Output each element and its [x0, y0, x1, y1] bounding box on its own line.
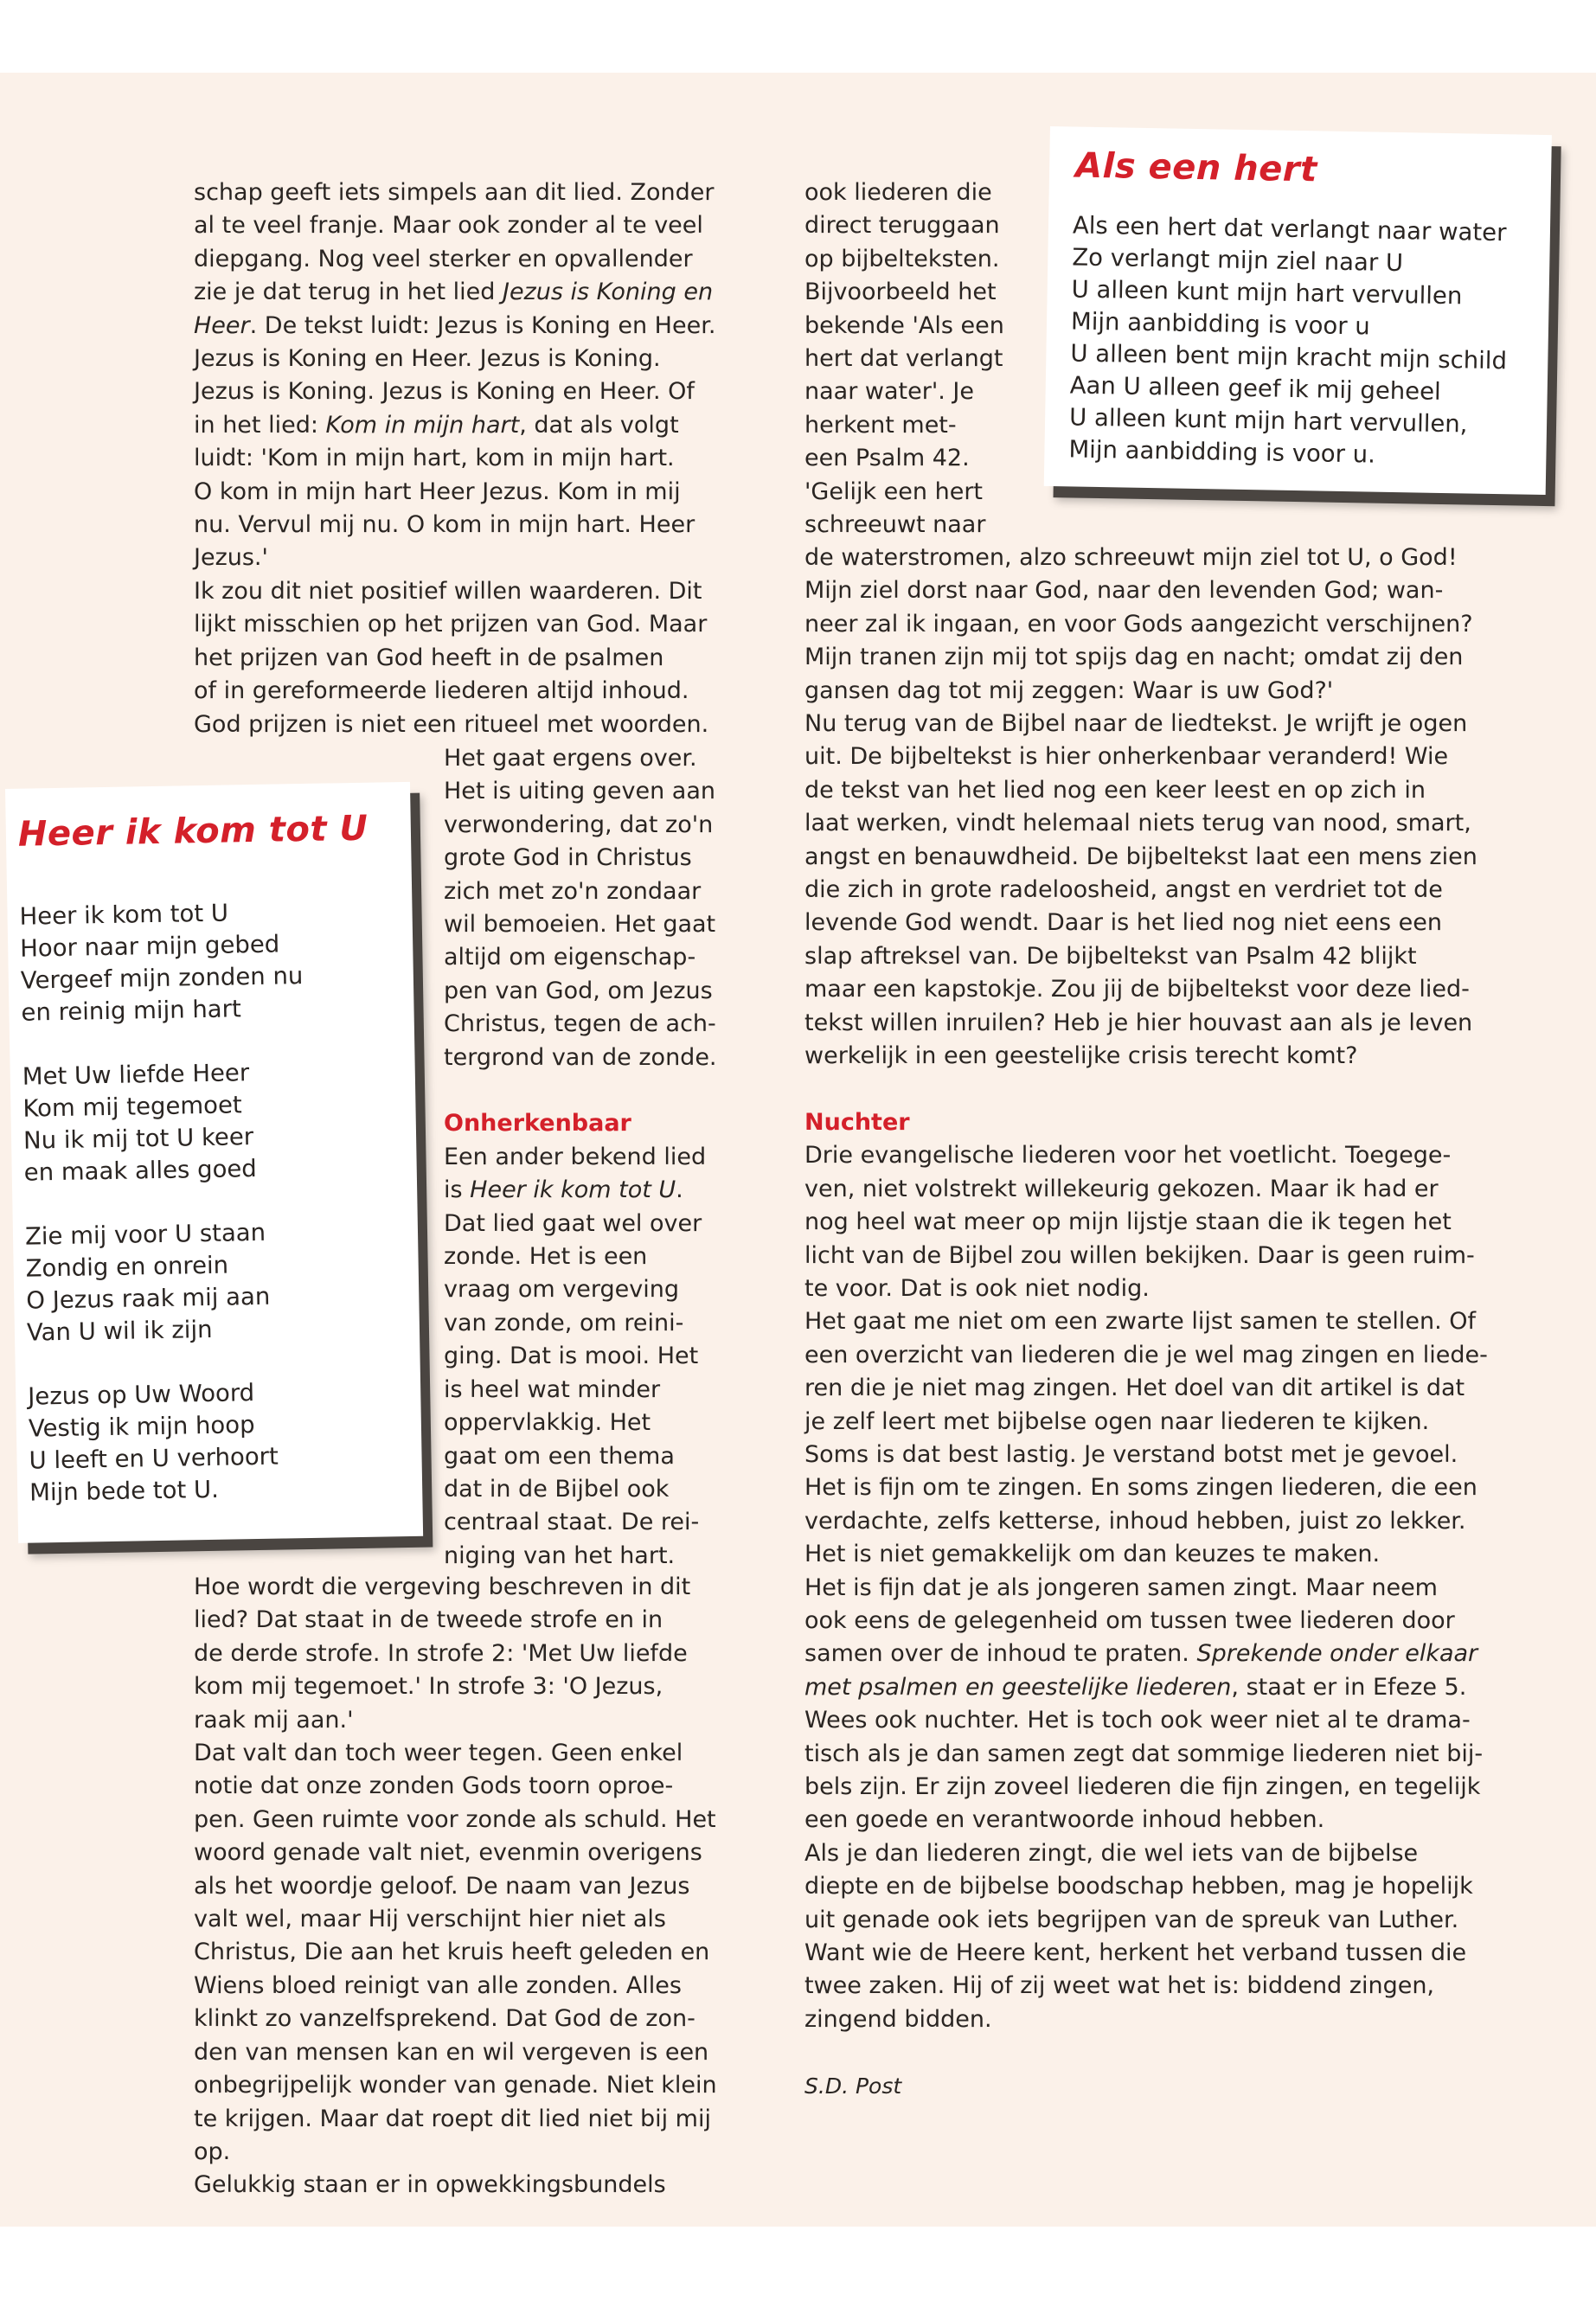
- text-line: op.: [194, 2138, 231, 2165]
- text-line: en maak alles goed: [23, 1154, 258, 1187]
- text-line: verwondering, dat zo'n: [444, 811, 714, 838]
- text-line: Gelukkig staan er in opwekkingsbundels: [194, 2171, 666, 2199]
- text-line: O kom in mijn hart Heer Jezus. Kom in mij: [194, 478, 681, 505]
- text-line: Want wie de Heere kent, herkent het verband tussen die: [804, 1939, 1467, 1967]
- text-line: Soms is dat best lastig. Je verstand botst met je gevoel.: [804, 1440, 1458, 1468]
- text-line: woord genade valt niet, evenmin overigens: [194, 1839, 702, 1867]
- column-2: [444, 742, 755, 1573]
- text-line: pen van God, om Jezus: [444, 977, 713, 1004]
- text-line: Bijvoorbeeld het: [804, 279, 997, 306]
- text-line: Zo verlangt mijn ziel naar U: [1072, 243, 1404, 278]
- text-line: Mijn bede tot U.: [29, 1475, 220, 1507]
- text-line: gansen dag tot mij zeggen: Waar is uw God?': [804, 676, 1334, 704]
- column-1-bottom: [194, 1571, 747, 2202]
- text-line: gaat om een thema: [444, 1442, 675, 1470]
- text-line: Heer. De tekst luidt: Jezus is Koning en Heer.: [194, 311, 716, 339]
- text-line: Een ander bekend lied: [444, 1143, 707, 1170]
- text-line: Christus, Die aan het kruis heeft geleden en: [194, 1939, 710, 1966]
- text-line: het prijzen van God heeft in de psalmen: [194, 644, 664, 671]
- text-line: klinkt zo vanzelfsprekend. Dat God de zon-: [194, 2005, 695, 2033]
- text-line: God prijzen is niet een ritueel met woorden.: [194, 710, 709, 738]
- text-line: Van U wil ik zijn: [26, 1315, 213, 1347]
- text-line: U alleen kunt mijn hart vervullen: [1071, 275, 1463, 311]
- text-line: een overzicht van liederen die je wel mag zingen en liede-: [804, 1341, 1488, 1368]
- text-line: Vergeef mijn zonden nu: [20, 962, 304, 995]
- text-line: Zondig en onrein: [25, 1251, 229, 1283]
- text-line: onbegrijpelijk wonder van genade. Niet klein: [194, 2072, 717, 2099]
- text-line: Jezus.': [194, 544, 268, 572]
- text-line: en reinig mijn hart: [21, 995, 241, 1027]
- column-3-wide: [804, 542, 1531, 2103]
- lyrics-box-als-een-hert: [1044, 126, 1552, 495]
- text-line: U alleen kunt mijn hart vervullen,: [1068, 403, 1468, 439]
- text-line: Als een hert dat verlangt naar water: [1072, 211, 1507, 247]
- text-line: zonde. Het is een: [444, 1243, 648, 1271]
- text-line: Hoe wordt die vergeving beschreven in dit: [194, 1574, 691, 1600]
- text-line: de derde strofe. In strofe 2: 'Met Uw liefde: [194, 1639, 688, 1667]
- text-line: zie je dat terug in het lied Jezus is Koning en: [194, 279, 714, 306]
- text-line: Heer ik kom tot U: [19, 899, 229, 931]
- text-line: den van mensen kan en wil vergeven is een: [194, 2038, 709, 2066]
- text-line: Als je dan liederen zingt, die wel iets van de bijbelse: [804, 1839, 1419, 1867]
- column-3-narrow: [804, 176, 1064, 542]
- box-lyrics: [19, 896, 312, 1509]
- text-line: lijkt misschien op het prijzen van God. Maar: [194, 611, 708, 638]
- text-line: maar een kapstokje. Zou jij de bijbeltekst voor deze lied-: [804, 976, 1470, 1003]
- text-line: Mijn ziel dorst naar God, naar den levenden God; wan-: [804, 577, 1444, 605]
- text-line: centraal staat. De rei-: [444, 1509, 700, 1536]
- text-line: Christus, tegen de ach-: [444, 1010, 716, 1038]
- box-title: Heer ik kom tot U: [17, 808, 369, 855]
- text-line: direct teruggaan: [804, 212, 1000, 240]
- text-line: angst en benauwdheid. De bijbeltekst laat een mens zien: [804, 843, 1477, 870]
- text-line: een goede en verantwoorde inhoud hebben.: [804, 1806, 1325, 1834]
- lyrics-box-heer-ik-kom-tot-u: [5, 782, 423, 1543]
- text-line: lied? Dat staat in de tweede strofe en in: [194, 1606, 663, 1634]
- text-line: van zonde, om reini-: [444, 1309, 684, 1336]
- text-line: Het is uiting geven aan: [444, 778, 716, 805]
- text-line: wil bemoeien. Het gaat: [444, 911, 716, 939]
- text-line: Vestig ik mijn hoop: [28, 1411, 255, 1443]
- text-line: laat werken, vindt helemaal niets terug van nood, smart,: [804, 810, 1471, 837]
- text-line: slap aftreksel van. De bijbeltekst van Psalm 42 blijkt: [804, 942, 1417, 970]
- text-line: ging. Dat is mooi. Het: [444, 1343, 699, 1370]
- text-line: kom mij tegemoet.' In strofe 3: 'O Jezus,: [194, 1673, 663, 1701]
- text-line: Nu ik mij tot U keer: [22, 1123, 254, 1155]
- text-line: zingend bidden.: [804, 2005, 992, 2033]
- text-line: bels zijn. Er zijn zoveel liederen die fijn zingen, en tegelijk: [804, 1773, 1481, 1801]
- text-line: twee zaken. Hij of zij weet wat het is: biddend zingen,: [804, 1972, 1435, 2000]
- text-line: of in gereformeerde liederen altijd inhoud.: [194, 677, 689, 705]
- text-line: je zelf leert met bijbelse ogen naar liederen te kijken.: [804, 1407, 1430, 1435]
- text-line: Het is niet gemakkelijk om dan keuzes te maken.: [804, 1541, 1381, 1568]
- text-line: verdachte, zelfs ketterse, inhoud hebben, juist zo lekker.: [804, 1507, 1466, 1535]
- text-line: werkelijk in een geestelijke crisis terecht komt?: [804, 1042, 1358, 1070]
- text-line: uit. De bijbeltekst is hier onherkenbaar veranderd! Wie: [804, 743, 1449, 771]
- text-line: al te veel franje. Maar ook zonder al te veel: [194, 212, 703, 240]
- text-line: licht van de Bijbel zou willen bekijken. Daar is geen ruim-: [804, 1241, 1475, 1269]
- text-line: is Heer ik kom tot U.: [444, 1176, 683, 1204]
- text-line: diepte en de bijbelse boodschap hebben, mag je hopelijk: [804, 1873, 1473, 1900]
- text-line: schap geeft iets simpels aan dit lied. Zonder: [194, 179, 715, 206]
- text-line: Dat lied gaat wel over: [444, 1209, 702, 1237]
- text-line: ook liederen die: [804, 179, 992, 206]
- box-title: Als een hert: [1074, 145, 1318, 190]
- text-line: nu. Vervul mij nu. O kom in mijn hart. Heer: [194, 511, 695, 539]
- text-line: op bijbelteksten.: [804, 245, 1000, 272]
- text-line: U leeft en U verhoort: [29, 1442, 279, 1475]
- text-line: pen. Geen ruimte voor zonde als schuld. Het: [194, 1805, 716, 1833]
- text-line: in het lied: Kom in mijn hart, dat als volgt: [194, 411, 679, 439]
- text-line: notie dat onze zonden Gods toorn oproe-: [194, 1772, 674, 1800]
- text-line: dat in de Bijbel ook: [444, 1475, 670, 1503]
- text-line: is heel wat minder: [444, 1375, 661, 1403]
- text-line: de tekst van het lied nog een keer leest en op zich in: [804, 776, 1426, 804]
- text-line: oppervlakkig. Het: [444, 1409, 651, 1437]
- text-line: ven, niet volstrekt willekeurig gekozen. Maar ik had er: [804, 1175, 1439, 1202]
- text-line: Het is fijn dat je als jongeren samen zingt. Maar neem: [804, 1574, 1438, 1601]
- text-line: Zie mij voor U staan: [24, 1218, 266, 1251]
- text-line: altijd om eigenschap-: [444, 944, 696, 971]
- text-line: tisch als je dan samen zegt dat sommige liederen niet bij-: [804, 1740, 1484, 1767]
- text-line: levende God wendt. Daar is het lied nog niet eens een: [804, 909, 1443, 937]
- column-1-top: [194, 176, 747, 741]
- text-line: Het gaat ergens over.: [444, 745, 697, 772]
- text-line: uit genade ook iets begrijpen van de spreuk van Luther.: [804, 1906, 1459, 1933]
- text-line: Hoor naar mijn gebed: [19, 930, 280, 963]
- text-line: Dat valt dan toch weer tegen. Geen enkel: [194, 1740, 683, 1767]
- text-line: Mijn aanbidding is voor u: [1070, 307, 1370, 341]
- box-lyrics: [1068, 209, 1509, 473]
- text-line: naar water'. Je: [804, 378, 974, 406]
- text-line: Het gaat me niet om een zwarte lijst samen te stellen. Of: [804, 1308, 1477, 1336]
- text-line: Jezus op Uw Woord: [27, 1379, 255, 1411]
- text-line: die zich in grote radeloosheid, angst en verdriet tot de: [804, 876, 1443, 904]
- text-line: hert dat verlangt: [804, 345, 1003, 373]
- text-line: Wees ook nuchter. Het is toch ook weer niet al te drama-: [804, 1707, 1471, 1734]
- text-line: te krijgen. Maar dat roept dit lied niet bij mij: [194, 2105, 711, 2132]
- text-line: te voor. Dat is ook niet nodig.: [804, 1274, 1150, 1302]
- text-line: Jezus is Koning en Heer. Jezus is Koning.: [194, 345, 661, 373]
- text-line: schreeuwt naar: [804, 511, 986, 539]
- text-line: Jezus is Koning. Jezus is Koning en Heer. Of: [194, 378, 695, 406]
- text-line: raak mij aan.': [194, 1706, 354, 1734]
- section-heading-onherkenbaar: Onherkenbaar: [444, 1110, 631, 1138]
- text-line: een Psalm 42.: [804, 445, 970, 472]
- text-line: met psalmen en geestelijke liederen, staat er in Efeze 5.: [804, 1673, 1467, 1701]
- text-line: Ik zou dit niet positief willen waarderen. Dit: [194, 577, 702, 605]
- text-line: Het is fijn om te zingen. En soms zingen liederen, die een: [804, 1474, 1477, 1502]
- text-line: valt wel, maar Hij verschijnt hier niet als: [194, 1906, 666, 1933]
- text-line: ook eens de gelegenheid om tussen twee liederen door: [804, 1606, 1455, 1634]
- text-line: Aan U alleen geef ik mij geheel: [1069, 371, 1441, 406]
- text-line: Nu terug van de Bijbel naar de liedtekst. Je wrijft je ogen: [804, 710, 1468, 738]
- section-heading-nuchter: Nuchter: [804, 1108, 910, 1136]
- text-line: diepgang. Nog veel sterker en opvallender: [194, 245, 693, 272]
- text-line: zich met zo'n zondaar: [444, 877, 702, 905]
- text-line: vraag om vergeving: [444, 1276, 679, 1304]
- text-line: de waterstromen, alzo schreeuwt mijn ziel tot U, o God!: [804, 544, 1458, 571]
- text-line: Mijn tranen zijn mij tot spijs dag en nacht; omdat zij den: [804, 644, 1464, 671]
- text-line: nog heel wat meer op mijn lijstje staan die ik tegen het: [804, 1208, 1452, 1236]
- author-signature: S.D. Post: [804, 2073, 902, 2099]
- text-line: Met Uw liefde Heer: [22, 1059, 250, 1091]
- text-line: Kom mij tegemoet: [22, 1091, 242, 1123]
- text-line: neer zal ik ingaan, en voor Gods aangezicht verschijnen?: [804, 610, 1473, 638]
- magazine-page: [0, 73, 1596, 2227]
- text-line: tergrond van de zonde.: [444, 1043, 717, 1071]
- text-line: Drie evangelische liederen voor het voetlicht. Toegege-: [804, 1142, 1452, 1170]
- text-line: ren die je niet mag zingen. Het doel van dit artikel is dat: [804, 1375, 1465, 1402]
- text-line: samen over de inhoud te praten. Sprekende onder elkaar: [804, 1640, 1478, 1668]
- text-line: bekende 'Als een: [804, 311, 1004, 339]
- text-line: O Jezus raak mij aan: [26, 1282, 271, 1315]
- text-line: Wiens bloed reinigt van alle zonden. Alles: [194, 1971, 682, 1999]
- text-line: niging van het hart.: [444, 1541, 676, 1569]
- text-line: als het woordje geloof. De naam van Jezus: [194, 1872, 690, 1900]
- text-line: herkent met-: [804, 411, 957, 439]
- text-line: luidt: 'Kom in mijn hart, kom in mijn hart.: [194, 445, 675, 472]
- text-line: 'Gelijk een hert: [804, 478, 984, 505]
- text-line: U alleen bent mijn kracht mijn schild: [1070, 339, 1508, 375]
- text-line: Mijn aanbidding is voor u.: [1068, 435, 1376, 469]
- text-line: tekst willen inruilen? Heb je hier houvast aan als je leven: [804, 1009, 1473, 1036]
- text-line: grote God in Christus: [444, 844, 692, 872]
